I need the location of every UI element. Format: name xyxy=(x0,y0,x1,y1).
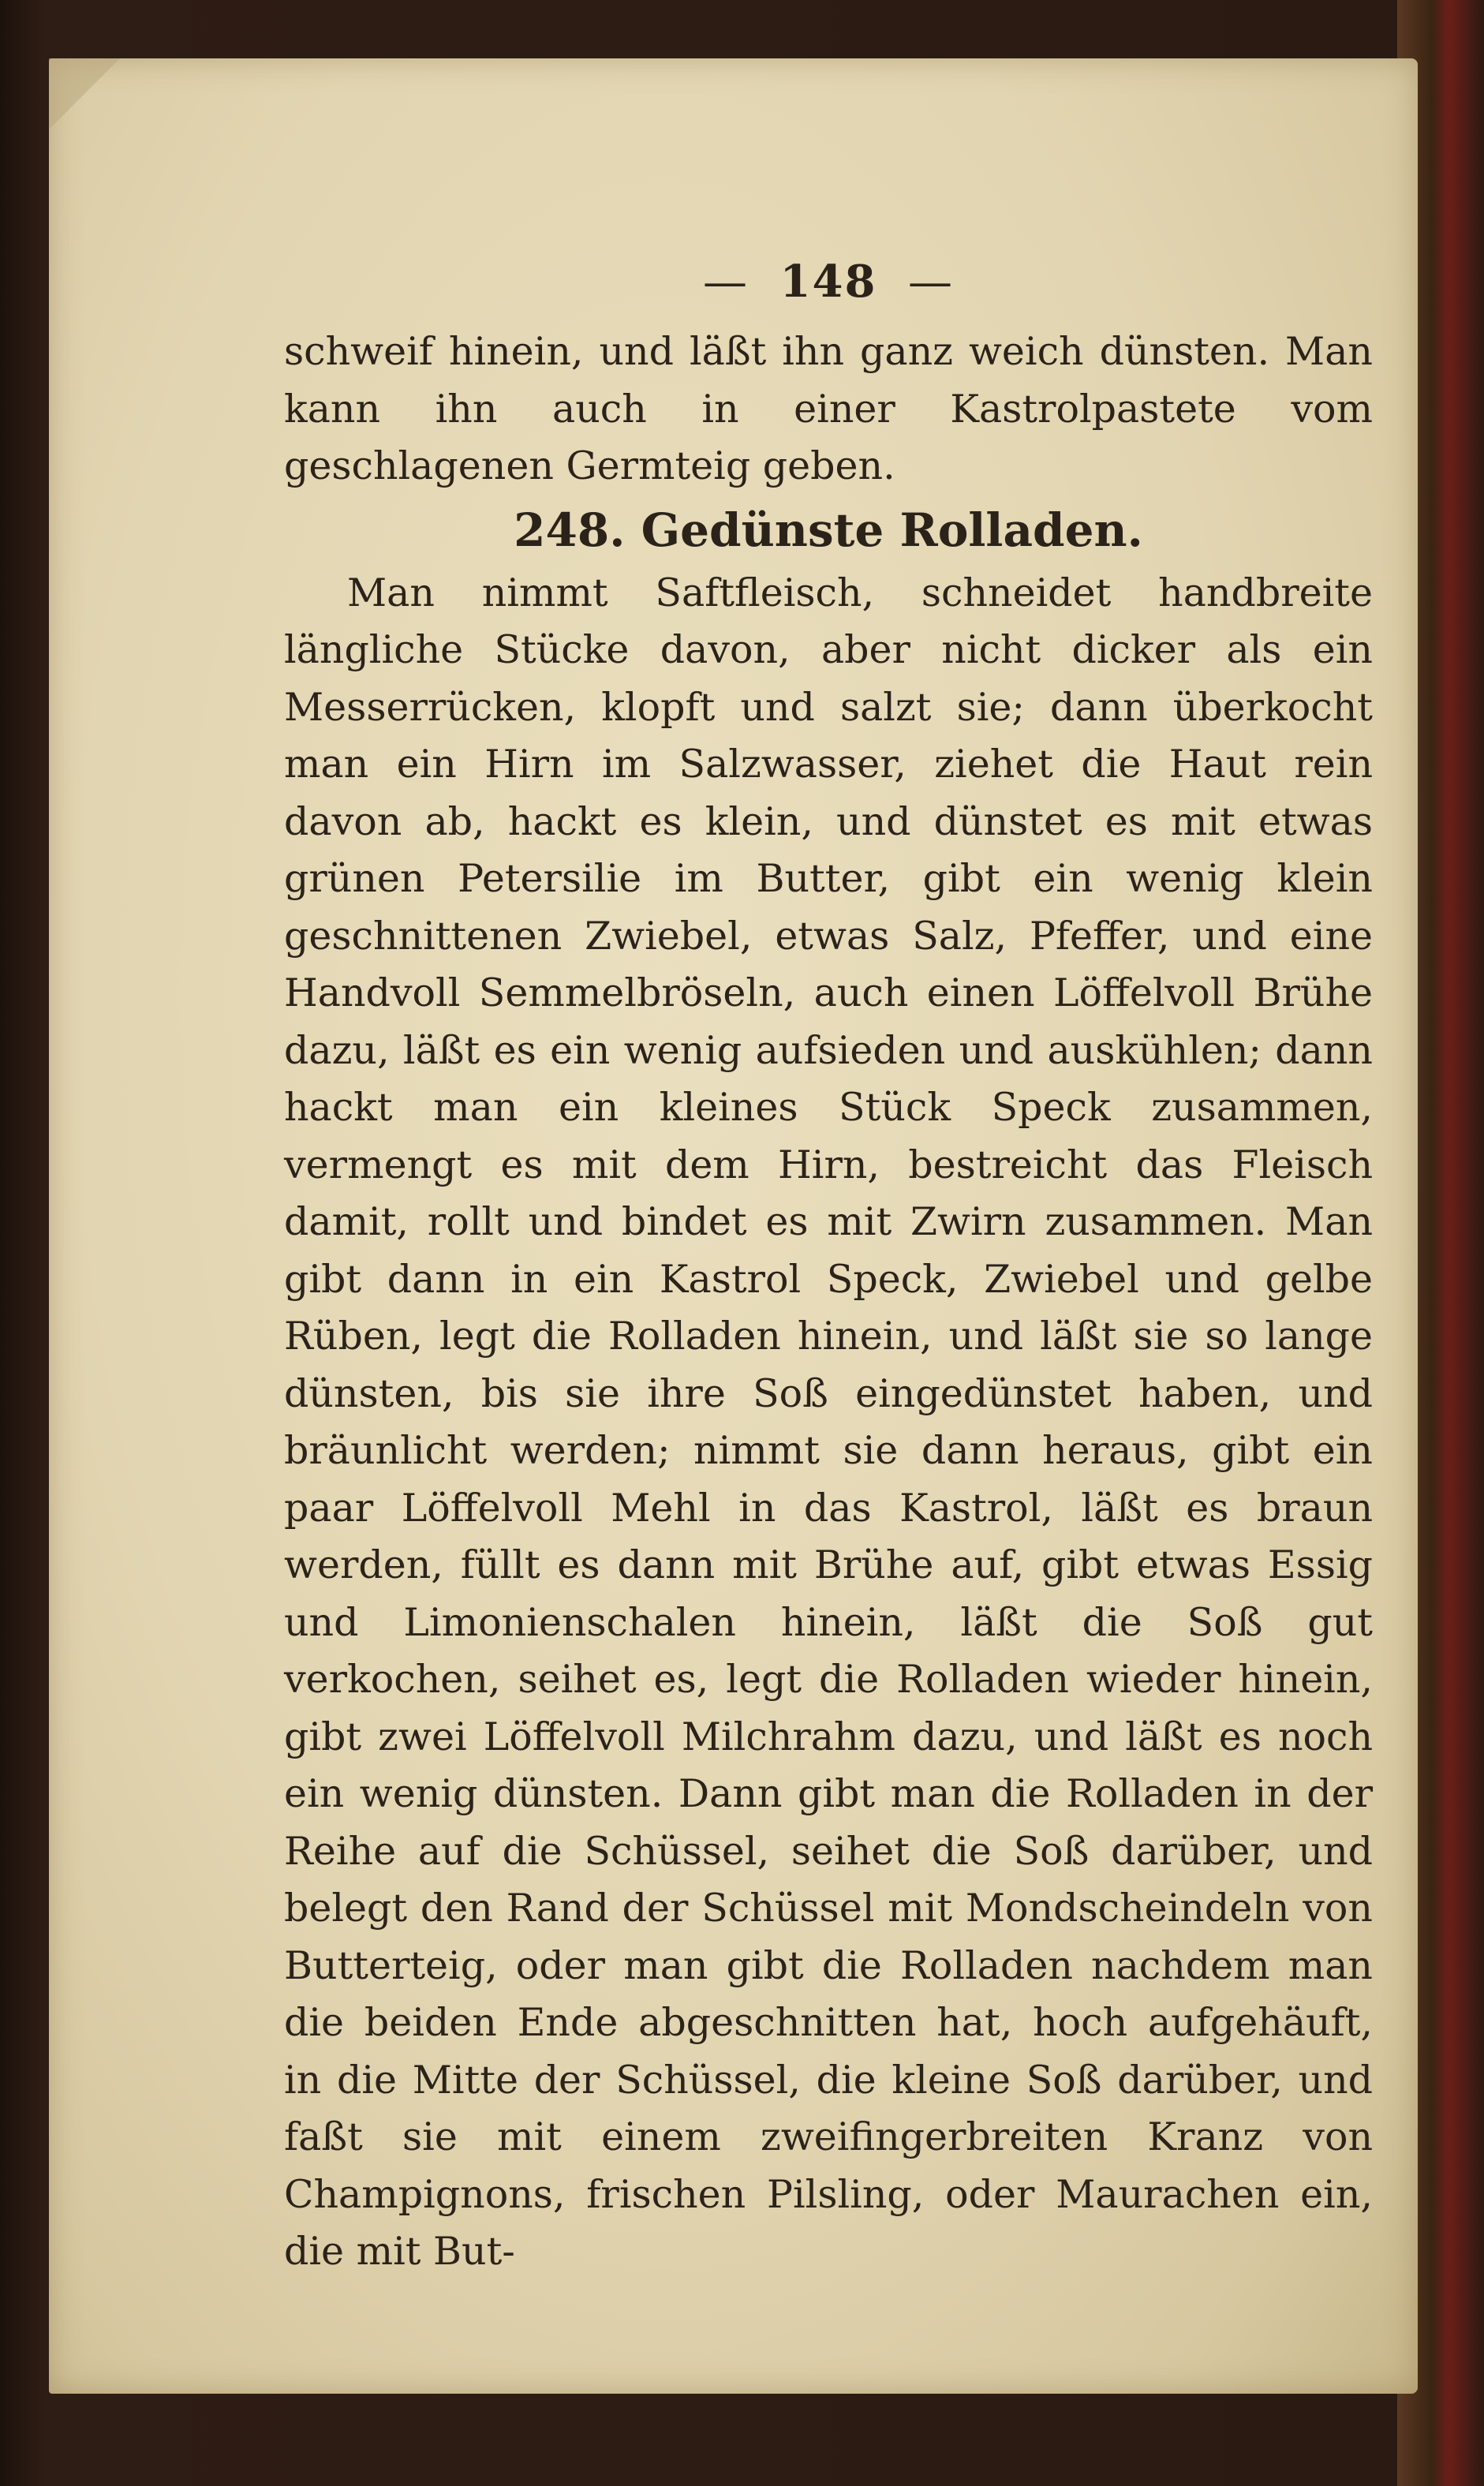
page-content xyxy=(284,197,1373,2281)
folded-corner xyxy=(49,58,120,129)
header-dash-left: — xyxy=(703,256,749,308)
page-header xyxy=(284,256,1373,308)
recipe-number: 248. xyxy=(514,503,626,557)
recipe-paragraph: Man nimmt Saftfleisch, schneidet handbreite längliche Stücke davon, aber nicht dicker als ein Messerrücken, klopft und salzt sie; dann überkocht man ein Hirn im Salzwasser, ziehet die Haut rein davon ab, hackt es klein, und dünstet es mit etwas grünen Petersilie im Butter, gibt ein wenig klein geschnittenen Zwiebel, etwas Salz, Pfeffer, und eine Handvoll Semmelbröseln, auch einen Löffelvoll Brühe dazu, läßt es ein wenig aufsieden und auskühlen; dann hackt man ein kleines Stück Speck zusammen, vermengt es mit dem Hirn, bestreicht das Fleisch damit, rollt und bindet es mit Zwirn zusammen. Man gibt dann in ein Kastrol Speck, Zwiebel und gelbe Rüben, legt die Rolladen hinein, und läßt sie so lange dünsten, bis sie ihre Soß eingedünstet haben, und bräunlicht werden; nimmt sie dann heraus, gibt ein paar Löffelvoll Mehl in das Kastrol, läßt es braun werden, füllt es dann mit Brühe auf, gibt etwas Essig und Limonienschalen hinein, läßt die Soß gut verkochen, seihet es, legt die Rolladen wieder hinein, gibt zwei Löffelvoll Milchrahm dazu, und läßt es noch ein wenig dünsten. Dann gibt man die Rolladen in der Reihe auf die Schüssel, seihet die Soß darüber, und belegt den Rand der Schüssel mit Mondscheindeln von Butterteig, oder man gibt die Rolladen nachdem man die beiden Ende abgeschnitten hat, hoch aufgehäuft, in die Mitte der Schüssel, die kleine Soß darüber, und faßt sie mit einem zweifingerbreiten Kranz von Champignons, frischen Pilsling, oder Maurachen ein, die mit But- xyxy=(284,570,1373,2274)
page-number: 148 xyxy=(779,256,877,308)
continuation-paragraph: schweif hinein, und läßt ihn ganz weich dünsten. Man kann ihn auch in einer Kastrolpastete vom geschlagenen Germteig geben. xyxy=(284,329,1373,488)
header-dash-right: — xyxy=(907,256,954,308)
recipe-heading xyxy=(284,499,1373,562)
recipe-title: Gedünste Rolladen. xyxy=(641,503,1143,557)
